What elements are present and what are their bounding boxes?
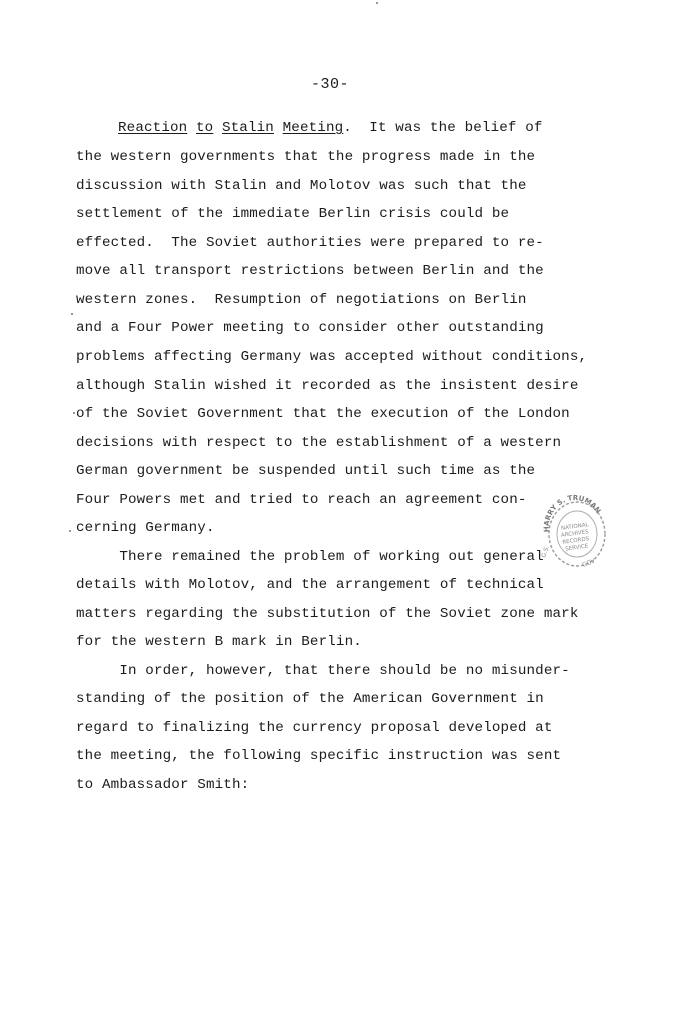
scan-speck — [71, 313, 73, 315]
text-line: There remained the problem of working out general — [76, 549, 544, 565]
text-line: of the Soviet Government that the execution of the London — [76, 406, 570, 422]
archive-stamp — [539, 488, 607, 572]
page-number: -30- — [310, 76, 349, 93]
text-line: western zones. Resumption of negotiations on Berlin — [76, 292, 527, 308]
svg-text:G.S.: G.S. — [540, 544, 552, 559]
text-line — [118, 119, 543, 137]
scan-speck — [69, 530, 71, 532]
svg-text:SERVICE: SERVICE — [564, 543, 589, 553]
heading-word: Meeting — [282, 120, 344, 136]
text-line: cerning Germany. — [76, 520, 215, 536]
svg-text:GOV: GOV — [581, 557, 597, 569]
text-line: Four Powers met and tried to reach an agreement con- — [76, 492, 527, 508]
text-line: the western governments that the progress made in the — [76, 149, 536, 165]
text-line: decisions with respect to the establishment of a western — [76, 435, 562, 451]
heading-word: Stalin — [221, 120, 274, 136]
scan-speck — [376, 2, 378, 4]
text-line: standing of the position of the American Government in — [76, 691, 544, 707]
text-line: German government be suspended until such time as the — [76, 463, 536, 479]
text-line: problems affecting Germany was accepted without conditions, — [76, 349, 588, 365]
text-line: to Ambassador Smith: — [76, 777, 250, 793]
svg-text:ARCHIVES: ARCHIVES — [560, 529, 589, 539]
heading-rest: . It was the belief of — [343, 120, 543, 136]
text-line: the meeting, the following specific instruction was sent — [76, 748, 562, 764]
text-line: matters regarding the substitution of the Soviet zone mark — [76, 606, 579, 622]
svg-text:HARRY S. TRUMAN: HARRY S. TRUMAN — [542, 494, 603, 533]
archive-stamp-graphic — [539, 488, 607, 572]
svg-text:NATIONAL: NATIONAL — [560, 522, 589, 532]
svg-text:RECORDS: RECORDS — [562, 536, 590, 546]
text-line: effected. The Soviet authorities were prepared to re- — [76, 235, 544, 251]
heading-word: Reaction — [118, 120, 188, 136]
heading-word: to — [195, 120, 214, 136]
text-line: although Stalin wished it recorded as the insistent desire — [76, 378, 579, 394]
text-line: details with Molotov, and the arrangement of technical — [76, 577, 544, 593]
text-line: regard to finalizing the currency proposal developed at — [76, 720, 553, 736]
text-line: move all transport restrictions between Berlin and the — [76, 263, 544, 279]
text-line: and a Four Power meeting to consider other outstanding — [76, 320, 544, 336]
text-line: for the western B mark in Berlin. — [76, 634, 362, 650]
space — [213, 120, 222, 136]
space — [187, 120, 196, 136]
text-line: In order, however, that there should be no misunder- — [76, 663, 570, 679]
text-line: settlement of the immediate Berlin crisis could be — [76, 206, 510, 222]
space — [274, 120, 283, 136]
scan-speck — [73, 412, 75, 414]
text-line: discussion with Stalin and Molotov was such that the — [76, 178, 527, 194]
